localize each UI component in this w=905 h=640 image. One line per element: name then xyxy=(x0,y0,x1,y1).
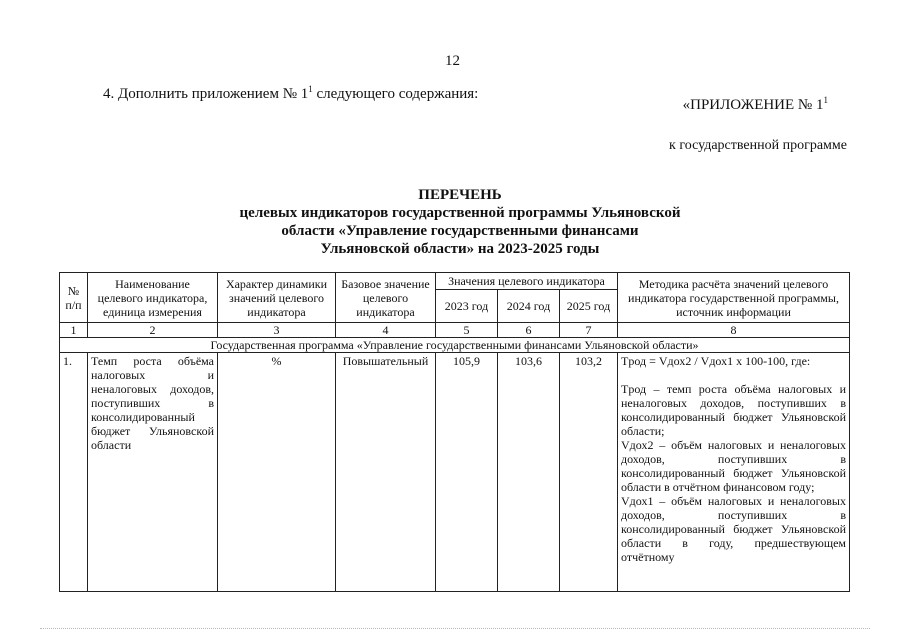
indicator-dynamics: Повышательный xyxy=(336,353,436,592)
title-line: Ульяновской области» на 2023-2025 годы xyxy=(320,241,600,257)
header-method: Методика расчёта значений целевого индикатора государственной программы, источник информации xyxy=(618,273,850,323)
value-2025: 103,2 xyxy=(560,353,618,592)
intro-text: 4. Дополнить приложением № 1 xyxy=(103,86,309,102)
table-row xyxy=(60,353,850,592)
method-line: Vдох1 – объём налоговых и неналоговых доходов, поступивших в консолидированный бюджет Ульяновской области в году, предшествующем отчётному xyxy=(621,494,846,564)
method-formula: Tрод = Vдох2 / Vдох1 x 100-100, где: xyxy=(621,354,811,368)
method-line: Vдох2 – объём налоговых и неналоговых доходов, поступивших в консолидированный бюджет Ульяновской области в отчётном финансовом году; xyxy=(621,438,846,494)
value-2024: 103,6 xyxy=(498,353,560,592)
column-number: 7 xyxy=(560,323,618,338)
header-2025: 2025 год xyxy=(560,290,618,323)
annex-superscript: 1 xyxy=(823,95,828,105)
column-number: 4 xyxy=(336,323,436,338)
column-number: 6 xyxy=(498,323,560,338)
indicators-table xyxy=(59,272,850,592)
title-line: области «Управление государственными финансами xyxy=(281,223,639,239)
method-line: Tрод – темп роста объёма налоговых и неналоговых доходов, поступивших в консолидированный бюджет Ульяновской области; xyxy=(621,382,846,438)
intro-paragraph xyxy=(103,86,478,103)
header-num: № п/п xyxy=(60,273,88,323)
annex-label-text: «ПРИЛОЖЕНИЕ № 1 xyxy=(682,97,824,113)
column-number: 5 xyxy=(436,323,498,338)
title-line: целевых индикаторов государственной программы Ульяновской xyxy=(239,205,681,221)
header-base: Базовое значение целевого индикатора xyxy=(336,273,436,323)
indicator-unit: % xyxy=(218,353,336,592)
intro-superscript: 1 xyxy=(308,84,313,94)
column-number: 2 xyxy=(88,323,218,338)
column-numbers-row xyxy=(60,323,850,338)
column-number: 8 xyxy=(618,323,850,338)
value-2023: 105,9 xyxy=(436,353,498,592)
header-values-group: Значения целевого индикатора xyxy=(436,273,618,290)
row-number: 1. xyxy=(60,353,88,592)
annex-subtitle: к государственной программе xyxy=(669,138,847,153)
indicator-method xyxy=(618,353,850,592)
header-2024: 2024 год xyxy=(498,290,560,323)
header-2023: 2023 год xyxy=(436,290,498,323)
header-dynamics: Характер динамики значений целевого индикатора xyxy=(218,273,336,323)
intro-tail: следующего содержания: xyxy=(312,86,479,102)
header-name: Наименование целевого индикатора, единица измерения xyxy=(88,273,218,323)
page-number: 12 xyxy=(445,53,460,69)
title-line: ПЕРЕЧЕНЬ xyxy=(418,187,502,203)
annex-label xyxy=(683,97,828,114)
section-row xyxy=(60,338,850,353)
header-row xyxy=(60,273,850,290)
column-number: 3 xyxy=(218,323,336,338)
section-title: Государственная программа «Управление государственными финансами Ульяновской области» xyxy=(60,338,850,353)
indicator-name: Темп роста объёма налоговых и неналоговых доходов, поступивших в консолидированный бюджет Ульяновской области xyxy=(88,353,218,592)
document-title xyxy=(180,186,740,258)
scan-footer-noise xyxy=(40,628,870,631)
column-number: 1 xyxy=(60,323,88,338)
